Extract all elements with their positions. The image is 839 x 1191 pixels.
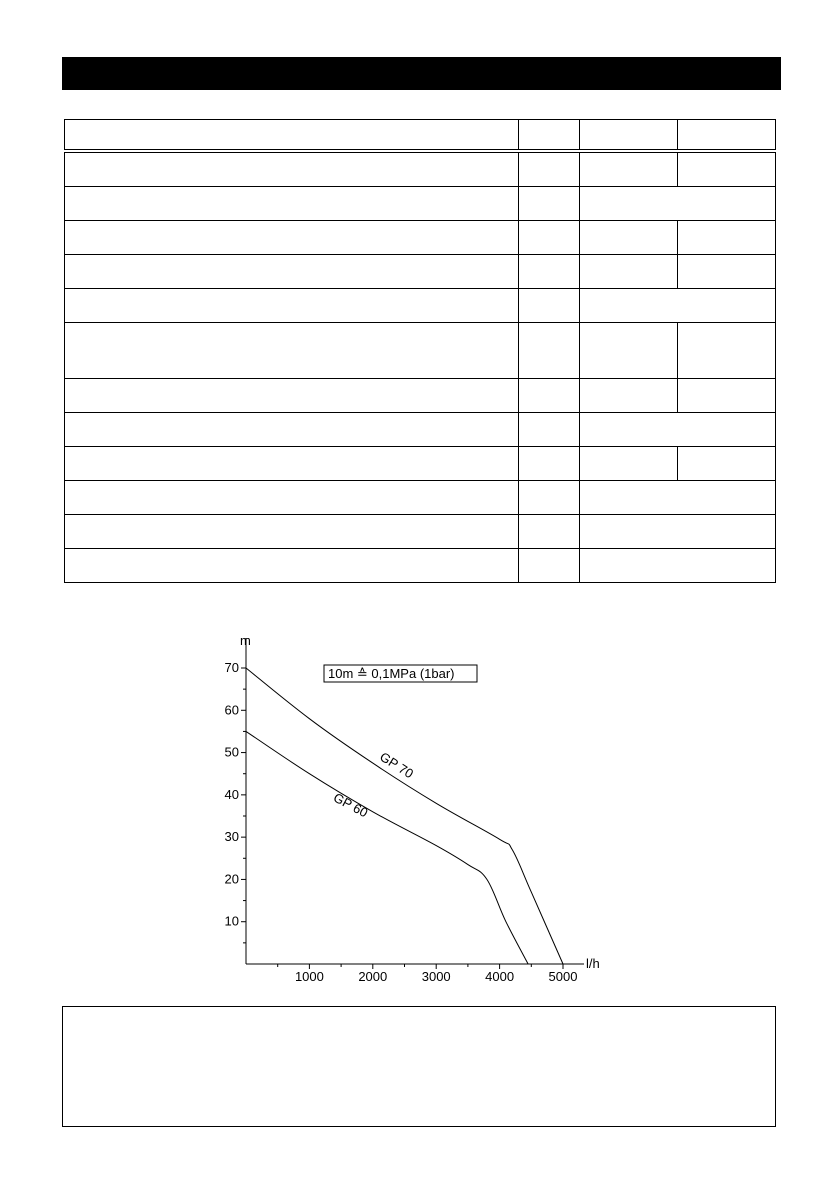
x-tick-label: 5000 bbox=[548, 969, 578, 984]
y-tick-label: 60 bbox=[224, 702, 239, 718]
table-cell bbox=[518, 151, 579, 187]
note-box bbox=[62, 1006, 776, 1127]
curve-gp-70 bbox=[246, 668, 563, 964]
table-cell bbox=[65, 413, 519, 447]
table-cell bbox=[579, 447, 677, 481]
table-cell bbox=[518, 221, 579, 255]
x-tick-label: 2000 bbox=[358, 969, 388, 984]
table-cell bbox=[579, 289, 775, 323]
curve-label-gp-70: GP 70 bbox=[377, 749, 417, 782]
table-cell bbox=[65, 481, 519, 515]
table-cell bbox=[579, 120, 677, 152]
table-cell bbox=[518, 447, 579, 481]
table-cell bbox=[677, 379, 775, 413]
table-row bbox=[65, 221, 776, 255]
table-cell bbox=[65, 289, 519, 323]
curve-label-gp-60: GP 60 bbox=[331, 789, 371, 821]
table-header-row bbox=[65, 120, 776, 152]
table-cell bbox=[518, 515, 579, 549]
table-cell bbox=[518, 255, 579, 289]
table-cell bbox=[677, 221, 775, 255]
y-tick-label: 20 bbox=[224, 871, 239, 887]
table-row bbox=[65, 413, 776, 447]
table-cell bbox=[579, 379, 677, 413]
x-tick-label: 4000 bbox=[485, 969, 515, 984]
header-bar bbox=[62, 57, 781, 90]
table-cell bbox=[65, 323, 519, 379]
table-row bbox=[65, 289, 776, 323]
table-row bbox=[65, 447, 776, 481]
table-cell bbox=[518, 549, 579, 583]
table-cell bbox=[677, 120, 775, 152]
table-cell bbox=[65, 515, 519, 549]
pump-curve-chart bbox=[200, 628, 630, 988]
table-cell bbox=[518, 323, 579, 379]
table-cell bbox=[579, 187, 775, 221]
chart-svg bbox=[200, 628, 630, 988]
table-cell bbox=[579, 151, 677, 187]
table-cell bbox=[677, 323, 775, 379]
table-cell bbox=[65, 187, 519, 221]
table-row bbox=[65, 549, 776, 583]
table-cell bbox=[65, 549, 519, 583]
y-tick-label: 40 bbox=[224, 786, 239, 802]
table-cell bbox=[579, 255, 677, 289]
table-cell bbox=[518, 187, 579, 221]
table-cell bbox=[579, 549, 775, 583]
x-axis-label: l/h bbox=[586, 956, 600, 971]
table-cell bbox=[677, 447, 775, 481]
y-axis-label: m bbox=[240, 633, 251, 648]
table-cell bbox=[518, 379, 579, 413]
table-row bbox=[65, 379, 776, 413]
table-cell bbox=[518, 289, 579, 323]
table-cell bbox=[579, 323, 677, 379]
spec-table bbox=[64, 119, 776, 583]
x-tick-label: 3000 bbox=[421, 969, 451, 984]
table-row bbox=[65, 187, 776, 221]
table-cell bbox=[65, 151, 519, 187]
table-cell bbox=[65, 447, 519, 481]
y-tick-label: 30 bbox=[224, 829, 239, 845]
annotation-text: 10m ≙ 0,1MPa (1bar) bbox=[328, 666, 455, 681]
table-cell bbox=[677, 151, 775, 187]
table-cell bbox=[579, 221, 677, 255]
table-cell bbox=[65, 221, 519, 255]
y-tick-label: 70 bbox=[224, 660, 239, 675]
table-cell bbox=[518, 413, 579, 447]
y-tick-label: 10 bbox=[224, 913, 239, 929]
table-cell bbox=[65, 379, 519, 413]
table-row bbox=[65, 323, 776, 379]
y-tick-label: 50 bbox=[224, 744, 239, 760]
table-cell bbox=[518, 481, 579, 515]
table-cell bbox=[579, 481, 775, 515]
table-cell bbox=[518, 120, 579, 152]
table-cell bbox=[677, 255, 775, 289]
pressure-annotation bbox=[324, 665, 477, 682]
table-row bbox=[65, 481, 776, 515]
table-row bbox=[65, 255, 776, 289]
table-cell bbox=[65, 120, 519, 152]
table-row bbox=[65, 515, 776, 549]
x-tick-label: 1000 bbox=[294, 969, 324, 984]
table-row bbox=[65, 151, 776, 187]
table-cell bbox=[65, 255, 519, 289]
table-cell bbox=[579, 515, 775, 549]
table-cell bbox=[579, 413, 775, 447]
